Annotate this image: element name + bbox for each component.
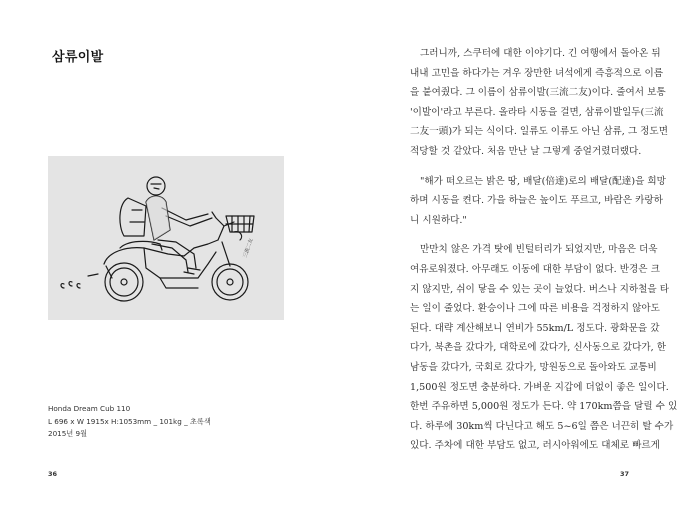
chapter-title: 삼류이발 bbox=[52, 50, 104, 65]
text-line: 지 않지만, 쉬이 닿을 수 있는 곳이 늘었다. 버스나 지하철을 타 bbox=[410, 283, 670, 295]
paragraph-2-quote bbox=[410, 172, 666, 231]
text-line: 二友一頭)가 되는 식이다. 일류도 이류도 아닌 삼류, 그 정도면 bbox=[410, 126, 668, 138]
caption-line: Honda Dream Cub 110 bbox=[48, 404, 131, 413]
illustration-caption bbox=[48, 403, 211, 441]
text-line: 1,500원 정도면 충분하다. 가벼운 지갑에 더없이 좋은 일이다. bbox=[410, 381, 669, 393]
text-line: 내내 고민을 하다가는 겨우 장만한 녀석에게 즉흥적으로 이름 bbox=[410, 67, 664, 79]
text-line: 그러니까, 스쿠터에 대한 이야기다. 긴 여행에서 돌아온 뒤 bbox=[420, 48, 661, 59]
text-line: 된다. 대략 계산해보니 연비가 55km/L 정도다. 광화문을 갔 bbox=[410, 322, 660, 334]
text-line: 하며 시동을 켠다. 가을 하늘은 높이도 푸르고, 바람은 카랑하 bbox=[410, 195, 663, 207]
text-line: '이발이'라고 부른다. 올라타 시동을 걸면, 삼류이발일두(三流 bbox=[410, 106, 664, 118]
text-line: 여유로워졌다. 아무래도 이동에 대한 부담이 없다. 반경은 크 bbox=[410, 263, 660, 275]
paragraph-1 bbox=[410, 44, 668, 162]
paragraph-3 bbox=[410, 240, 678, 456]
paragraph-gap bbox=[410, 230, 658, 240]
text-line: 을 붙여줬다. 그 이름이 삼류이발(三流二友)이다. 줄여서 보통 bbox=[410, 87, 666, 99]
text-line: 다가, 북촌을 갔다가, 대학로에 갔다가, 신사동으로 갔다가, 한 bbox=[410, 342, 666, 354]
text-line: 다. 하루에 30km씩 다닌다고 해도 5~6일 쯤은 너끈히 탈 수가 bbox=[410, 420, 674, 432]
text-line: 는 일이 줄었다. 환승이나 그에 따른 비용을 걱정하지 않아도 bbox=[410, 303, 660, 315]
body-text bbox=[410, 44, 678, 456]
scooter-drawing-svg bbox=[48, 156, 284, 320]
text-line: 만만치 않은 가격 탓에 빈털터리가 되었지만, 마음은 더욱 bbox=[420, 244, 658, 256]
text-line: 한번 주유하면 5,000원 정도가 든다. 약 170km쯤을 달릴 수 있 bbox=[410, 401, 678, 413]
text-line: 니 시원하다." bbox=[410, 214, 467, 226]
paragraph-gap bbox=[410, 162, 658, 172]
page-number-left: 36 bbox=[48, 470, 58, 478]
caption-line: 2015년 9월 bbox=[48, 429, 88, 438]
plate-text: 三流二友 bbox=[242, 237, 255, 259]
text-line: 있다. 주차에 대한 부담도 없고, 러시아워에도 대체로 빠르게 bbox=[410, 440, 660, 452]
page-number-right: 37 bbox=[620, 470, 630, 478]
caption-line: L 696 x W 1915x H:1053mm _ 101kg _ 초록색 bbox=[48, 416, 211, 426]
text-line: 남동을 갔다가, 국회로 갔다가, 망원동으로 돌아와도 교통비 bbox=[410, 361, 657, 373]
scooter-illustration bbox=[48, 156, 284, 320]
text-line: 적당할 것 같았다. 처음 만난 날 그렇게 중얼거렸더랬다. bbox=[410, 145, 642, 157]
text-line: "해가 떠오르는 밝은 땅, 배달(倍達)로의 배달(配達)을 희망 bbox=[420, 175, 666, 187]
